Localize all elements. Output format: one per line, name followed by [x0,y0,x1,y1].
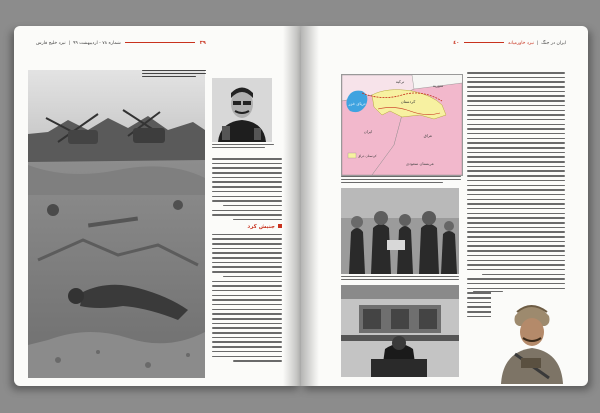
battlefield-caption [142,70,206,79]
right-page-number: ٤٠ [453,40,460,46]
battlefield-photo [28,70,205,378]
right-gutter-shadow [301,26,319,386]
left-gutter-shadow [283,26,301,386]
magazine-spread [14,26,588,386]
left-page [14,26,301,386]
left-page-number: ٣٩ [199,40,206,46]
right-page [301,26,588,386]
map-sea-label: دریای خزر [348,101,366,106]
subheading-marker [278,224,282,228]
map-country-label: سوریه [432,83,444,88]
map-legend-label: کردستان عراق [358,154,377,158]
header-rule [125,42,195,43]
header-rule [464,42,504,43]
meeting-photo [341,188,459,274]
left-text-column [212,158,282,365]
left-subheading: جنبش کرد [212,224,282,230]
portrait-caption [212,144,274,150]
fighter-photo [491,292,573,384]
right-section-text: نبرد خاورمیانه [508,41,534,46]
map-country-label: عراق [423,133,433,138]
left-section-text: نبرد خلیج فارس [36,41,66,46]
left-issue-text: شماره ٧٨ - اردیبهشت ٩٩ [72,41,121,46]
fighter-caption [473,288,503,294]
left-page-header: ٣٩ شماره ٧٨ - اردیبهشت ٩٩ | نبرد خلیج فارس [36,40,206,46]
map-caption [341,176,461,185]
map-country-label: ترکیه [395,79,405,84]
kurdistan-map [341,74,463,176]
map-country-label: عربستان سعودی [405,161,435,166]
right-page-header: ایران در جنگ | نبرد خاورمیانه ٤٠ [453,40,566,46]
assembly-photo [341,285,459,377]
map-region-label: کردستان [400,99,416,104]
meeting-caption [341,276,459,282]
right-series-text: ایران در جنگ [541,41,566,46]
map-country-label: ایران [363,129,373,134]
portrait-photo [212,78,272,142]
